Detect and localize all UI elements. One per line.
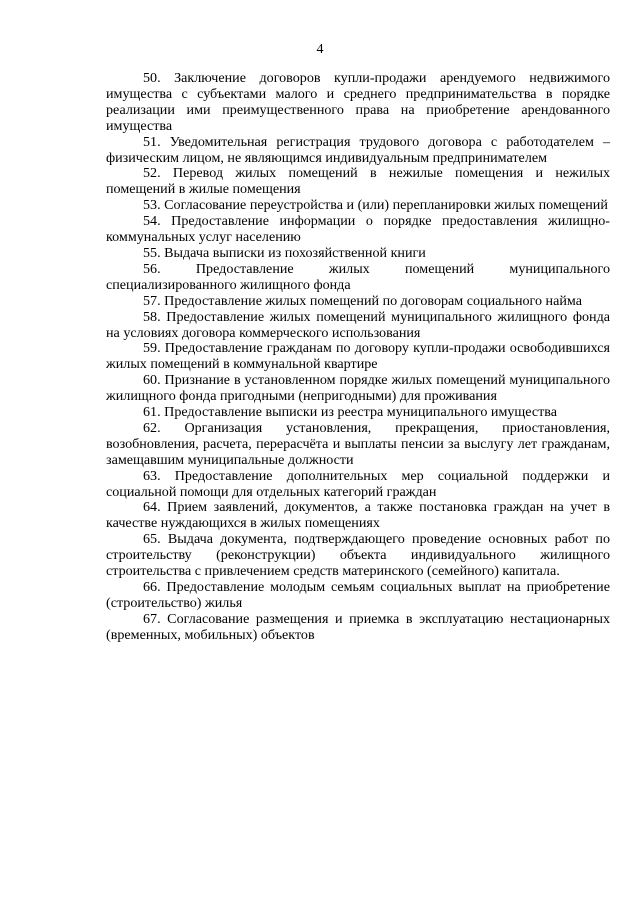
list-item: 65. Выдача документа, подтверждающего проведение основных работ по строительству (реконструкции) объекта индивидуального жилищного строительства с привлечением средств материнского (семейного) капитала.	[106, 531, 610, 580]
list-item: 51. Уведомительная регистрация трудового договора с работодателем – физическим лицом, не являющимся индивидуальным предпринимателем	[106, 133, 610, 166]
list-item: 59. Предоставление гражданам по договору купли-продажи освободившихся жилых помещений в коммунальной квартире	[106, 340, 610, 373]
list-item: 60. Признание в установленном порядке жилых помещений муниципального жилищного фонда пригодными (непригодными) для проживания	[106, 372, 610, 405]
list-item: 66. Предоставление молодым семьям социальных выплат на приобретение (строительство) жилья	[106, 579, 610, 611]
list-item: 63. Предоставление дополнительных мер социальной поддержки и социальной помощи для отдельных категорий граждан	[106, 467, 610, 500]
list-item: 58. Предоставление жилых помещений муниципального жилищного фонда на условиях договора коммерческого использования	[106, 308, 610, 341]
list-item: 53. Согласование переустройства и (или) перепланировки жилых помещений	[143, 197, 608, 214]
list-item: 64. Прием заявлений, документов, а также постановка граждан на учет в качестве нуждающихся в жилых помещениях	[106, 499, 610, 532]
list-item: 61. Предоставление выписки из реестра муниципального имущества	[143, 404, 558, 421]
list-item: 50. Заключение договоров купли-продажи арендуемого недвижимого имущества с субъектами малого и среднего предпринимательства в порядке реализации ими преимущественного права на приобретение арендованного имущества	[106, 70, 610, 134]
list-item: 62. Организация установления, прекращения, приостановления, возобновления, расчета, перерасчёта и выплаты пенсии за выслугу лет гражданам, замещавшим муниципальные должности	[106, 419, 610, 468]
services-list	[106, 71, 610, 644]
list-item: 56. Предоставление жилых помещений муниципального специализированного жилищного фонда	[106, 260, 610, 293]
list-item: 57. Предоставление жилых помещений по договорам социального найма	[143, 292, 582, 309]
page-number: 4	[316, 42, 324, 57]
list-item: 54. Предоставление информации о порядке предоставления жилищно-коммунальных услуг населению	[106, 213, 610, 246]
list-item: 52. Перевод жилых помещений в нежилые помещения и нежилых помещений в жилые помещения	[106, 165, 610, 198]
list-item: 67. Согласование размещения и приемка в эксплуатацию нестационарных (временных, мобильных) объектов	[106, 610, 610, 643]
list-item: 55. Выдача выписки из похозяйственной книги	[143, 244, 426, 261]
